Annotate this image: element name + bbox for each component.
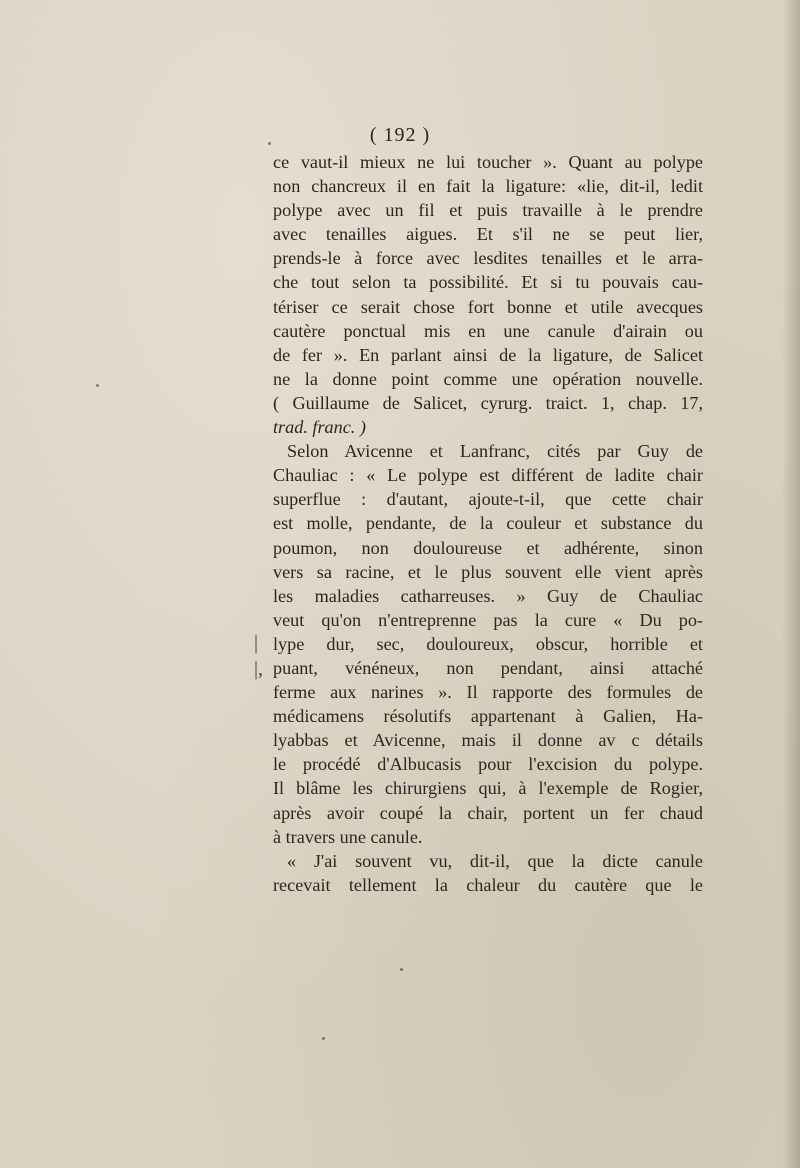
text-line: Il blâme les chirurgiens qui, à l'exemple de Rogier, <box>273 778 703 799</box>
margin-mark: |, <box>254 658 264 680</box>
text-line: médicamens résolutifs appartenant à Galien, Ha- <box>273 706 703 727</box>
text-line: trad. franc. ) <box>273 417 366 438</box>
text-line: vers sa racine, et le plus souvent elle vient après <box>273 561 703 582</box>
text-line: tériser ce serait chose fort bonne et utile avecques <box>273 296 703 317</box>
text-line: le procédé d'Albucasis pour l'excision du polype. <box>273 754 703 775</box>
text-line: puant, vénéneux, non pendant, ainsi attaché <box>273 657 703 678</box>
text-line: lyabbas et Avicenne, mais il donne av c détails <box>273 730 703 751</box>
paper-speck <box>400 968 403 971</box>
text-line: de fer ». En parlant ainsi de la ligature, de Salicet <box>273 344 703 365</box>
page-edge-shadow <box>782 0 800 1168</box>
text-line: veut qu'on n'entreprenne pas la cure « Du po- <box>273 609 703 630</box>
text-line: ( Guillaume de Salicet, cyrurg. traict. 1, chap. 17, <box>273 392 703 413</box>
body-text <box>273 150 703 897</box>
paper-speck <box>96 384 99 387</box>
paper-speck <box>322 1037 325 1040</box>
text-line: avec tenailles aigues. Et s'il ne se peut lier, <box>273 224 703 245</box>
text-line: ferme aux narines ». Il rapporte des formules de <box>273 682 703 703</box>
text-line: poumon, non douloureuse et adhérente, sinon <box>273 537 703 558</box>
text-line: che tout selon ta possibilité. Et si tu pouvais cau- <box>273 272 703 293</box>
text-line: lype dur, sec, douloureux, obscur, horrible et <box>273 633 703 654</box>
text-line: non chancreux il en fait la ligature: «lie, dit-il, ledit <box>273 176 703 197</box>
text-line: superflue : d'autant, ajoute-t-il, que cette chair <box>273 489 703 510</box>
text-line: les maladies catharreuses. » Guy de Chauliac <box>273 585 703 606</box>
page-number: ( 192 ) <box>369 124 431 146</box>
text-line: prends-le à force avec lesdites tenailles et le arra- <box>273 248 703 269</box>
text-line: Selon Avicenne et Lanfranc, cités par Guy de <box>287 441 703 462</box>
text-line: « J'ai souvent vu, dit-il, que la dicte canule <box>287 850 703 871</box>
text-line: après avoir coupé la chair, portent un fer chaud <box>273 802 703 823</box>
margin-mark: | <box>254 632 259 654</box>
text-line: recevait tellement la chaleur du cautère que le <box>273 874 703 895</box>
text-line: est molle, pendante, de la couleur et substance du <box>273 513 703 534</box>
text-line: cautère ponctual mis en une canule d'airain ou <box>273 320 703 341</box>
text-line: ne la donne point comme une opération nouvelle. <box>273 368 703 389</box>
text-line: Chauliac : « Le polype est différent de ladite chair <box>273 465 703 486</box>
paper-speck <box>268 142 271 145</box>
text-line: ce vaut-il mieux ne lui toucher ». Quant au polype <box>273 152 703 172</box>
text-line: polype avec un fil et puis travaille à le prendre <box>273 200 703 221</box>
text-line: à travers une canule. <box>273 826 423 847</box>
